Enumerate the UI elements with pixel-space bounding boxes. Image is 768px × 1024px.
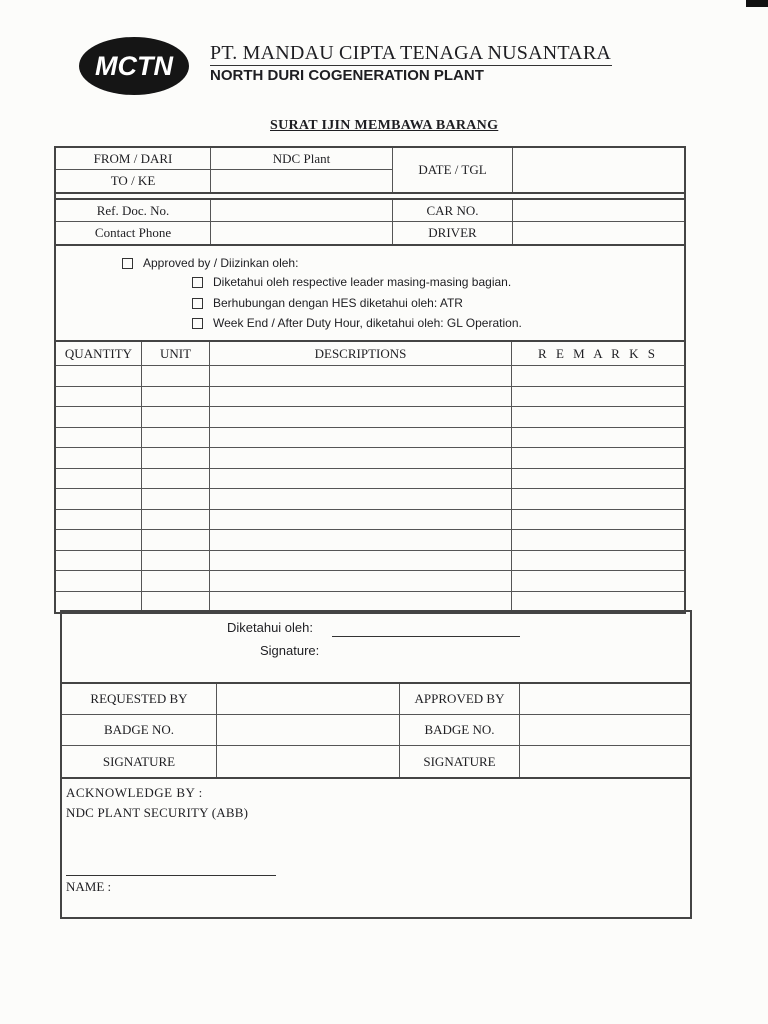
items-table <box>56 342 684 612</box>
witness-signature-line[interactable] <box>332 636 520 637</box>
description-cell[interactable] <box>210 489 512 510</box>
signature-left-label: SIGNATURE <box>62 746 217 777</box>
date-label: DATE / TGL <box>393 148 513 192</box>
plant-name: NORTH DURI COGENERATION PLANT <box>210 67 484 84</box>
description-cell[interactable] <box>210 387 512 408</box>
signoff-form <box>60 610 692 919</box>
description-cell[interactable] <box>210 571 512 592</box>
from-field[interactable]: NDC Plant <box>211 148 393 170</box>
signoff-table <box>62 684 690 779</box>
description-cell[interactable] <box>210 530 512 551</box>
unit-cell[interactable] <box>142 448 210 469</box>
unit-cell[interactable] <box>142 530 210 551</box>
leader-checkbox[interactable] <box>192 277 203 288</box>
contact-phone-field[interactable] <box>211 222 393 244</box>
descriptions-header: DESCRIPTIONS <box>210 342 512 366</box>
description-cell[interactable] <box>210 448 512 469</box>
unit-cell[interactable] <box>142 571 210 592</box>
signature-right-field[interactable] <box>520 746 690 777</box>
signature-left-field[interactable] <box>217 746 400 777</box>
name-label: NAME : <box>66 879 112 894</box>
remarks-cell[interactable] <box>512 448 684 469</box>
unit-cell[interactable] <box>142 551 210 572</box>
witness-section <box>62 612 690 684</box>
to-label: TO / KE <box>56 170 211 192</box>
leader-label: Diketahui oleh respective leader masing-masing bagian. <box>213 275 512 289</box>
quantity-cell[interactable] <box>56 510 142 531</box>
remarks-cell[interactable] <box>512 489 684 510</box>
hes-checkbox[interactable] <box>192 298 203 309</box>
hes-label: Berhubungan dengan HES diketahui oleh: ATR <box>213 296 463 310</box>
approval-section <box>56 246 684 342</box>
remarks-cell[interactable] <box>512 592 684 613</box>
unit-cell[interactable] <box>142 489 210 510</box>
car-no-field[interactable] <box>513 200 684 222</box>
unit-header: UNIT <box>142 342 210 366</box>
requested-by-field[interactable] <box>217 684 400 715</box>
quantity-cell[interactable] <box>56 387 142 408</box>
quantity-cell[interactable] <box>56 489 142 510</box>
ref-doc-field[interactable] <box>211 200 393 222</box>
quantity-header: QUANTITY <box>56 342 142 366</box>
remarks-cell[interactable] <box>512 469 684 490</box>
quantity-cell[interactable] <box>56 551 142 572</box>
description-cell[interactable] <box>210 510 512 531</box>
after-hours-label: Week End / After Duty Hour, diketahui oleh: GL Operation. <box>213 316 522 330</box>
approved-by-label: APPROVED BY <box>400 684 520 715</box>
unit-cell[interactable] <box>142 407 210 428</box>
from-label: FROM / DARI <box>56 148 211 170</box>
remarks-cell[interactable] <box>512 428 684 449</box>
quantity-cell[interactable] <box>56 407 142 428</box>
remarks-cell[interactable] <box>512 510 684 531</box>
description-cell[interactable] <box>210 592 512 613</box>
after-hours-option[interactable] <box>192 316 522 330</box>
unit-cell[interactable] <box>142 387 210 408</box>
to-field[interactable] <box>211 170 393 192</box>
remarks-cell[interactable] <box>512 366 684 387</box>
badge-no-right-label: BADGE NO. <box>400 715 520 746</box>
acknowledge-by-label: ACKNOWLEDGE BY : <box>66 785 203 800</box>
unit-cell[interactable] <box>142 366 210 387</box>
car-no-label: CAR NO. <box>393 200 513 222</box>
reference-section <box>56 198 684 246</box>
remarks-cell[interactable] <box>512 407 684 428</box>
driver-label: DRIVER <box>393 222 513 244</box>
security-label: NDC PLANT SECURITY (ABB) <box>66 805 249 820</box>
quantity-cell[interactable] <box>56 428 142 449</box>
quantity-cell[interactable] <box>56 469 142 490</box>
route-section <box>56 148 684 194</box>
permit-form <box>54 146 686 614</box>
badge-no-right-field[interactable] <box>520 715 690 746</box>
contact-phone-label: Contact Phone <box>56 222 211 244</box>
remarks-cell[interactable] <box>512 551 684 572</box>
name-signature-line[interactable] <box>66 875 276 876</box>
remarks-cell[interactable] <box>512 571 684 592</box>
remarks-cell[interactable] <box>512 530 684 551</box>
badge-no-left-field[interactable] <box>217 715 400 746</box>
remarks-header: R E M A R K S <box>512 342 684 366</box>
description-cell[interactable] <box>210 551 512 572</box>
unit-cell[interactable] <box>142 510 210 531</box>
ref-doc-label: Ref. Doc. No. <box>56 200 211 222</box>
quantity-cell[interactable] <box>56 571 142 592</box>
company-underline <box>210 65 612 66</box>
logo-text: MCTN <box>95 51 173 81</box>
requested-by-label: REQUESTED BY <box>62 684 217 715</box>
approved-by-option[interactable] <box>122 256 298 270</box>
quantity-cell[interactable] <box>56 530 142 551</box>
company-logo <box>78 36 190 96</box>
remarks-cell[interactable] <box>512 387 684 408</box>
signature-right-label: SIGNATURE <box>400 746 520 777</box>
quantity-cell[interactable] <box>56 592 142 613</box>
document-title: SURAT IJIN MEMBAWA BARANG <box>270 118 499 133</box>
unit-cell[interactable] <box>142 428 210 449</box>
quantity-cell[interactable] <box>56 448 142 469</box>
description-cell[interactable] <box>210 469 512 490</box>
scan-corner-mark <box>746 0 768 7</box>
date-field[interactable] <box>513 148 684 192</box>
description-cell[interactable] <box>210 366 512 387</box>
acknowledge-section <box>62 779 690 917</box>
approved-by-field[interactable] <box>520 684 690 715</box>
driver-field[interactable] <box>513 222 684 244</box>
unit-cell[interactable] <box>142 469 210 490</box>
witness-label: Diketahui oleh: <box>227 620 313 635</box>
description-cell[interactable] <box>210 407 512 428</box>
badge-no-left-label: BADGE NO. <box>62 715 217 746</box>
hes-option[interactable] <box>192 296 463 310</box>
description-cell[interactable] <box>210 428 512 449</box>
unit-cell[interactable] <box>142 592 210 613</box>
quantity-cell[interactable] <box>56 366 142 387</box>
approved-by-label: Approved by / Diizinkan oleh: <box>143 256 299 270</box>
leader-option[interactable] <box>192 275 511 289</box>
witness-signature-label: Signature: <box>260 643 320 658</box>
approved-by-checkbox[interactable] <box>122 258 133 269</box>
company-name: PT. MANDAU CIPTA TENAGA NUSANTARA <box>210 42 612 64</box>
after-hours-checkbox[interactable] <box>192 318 203 329</box>
